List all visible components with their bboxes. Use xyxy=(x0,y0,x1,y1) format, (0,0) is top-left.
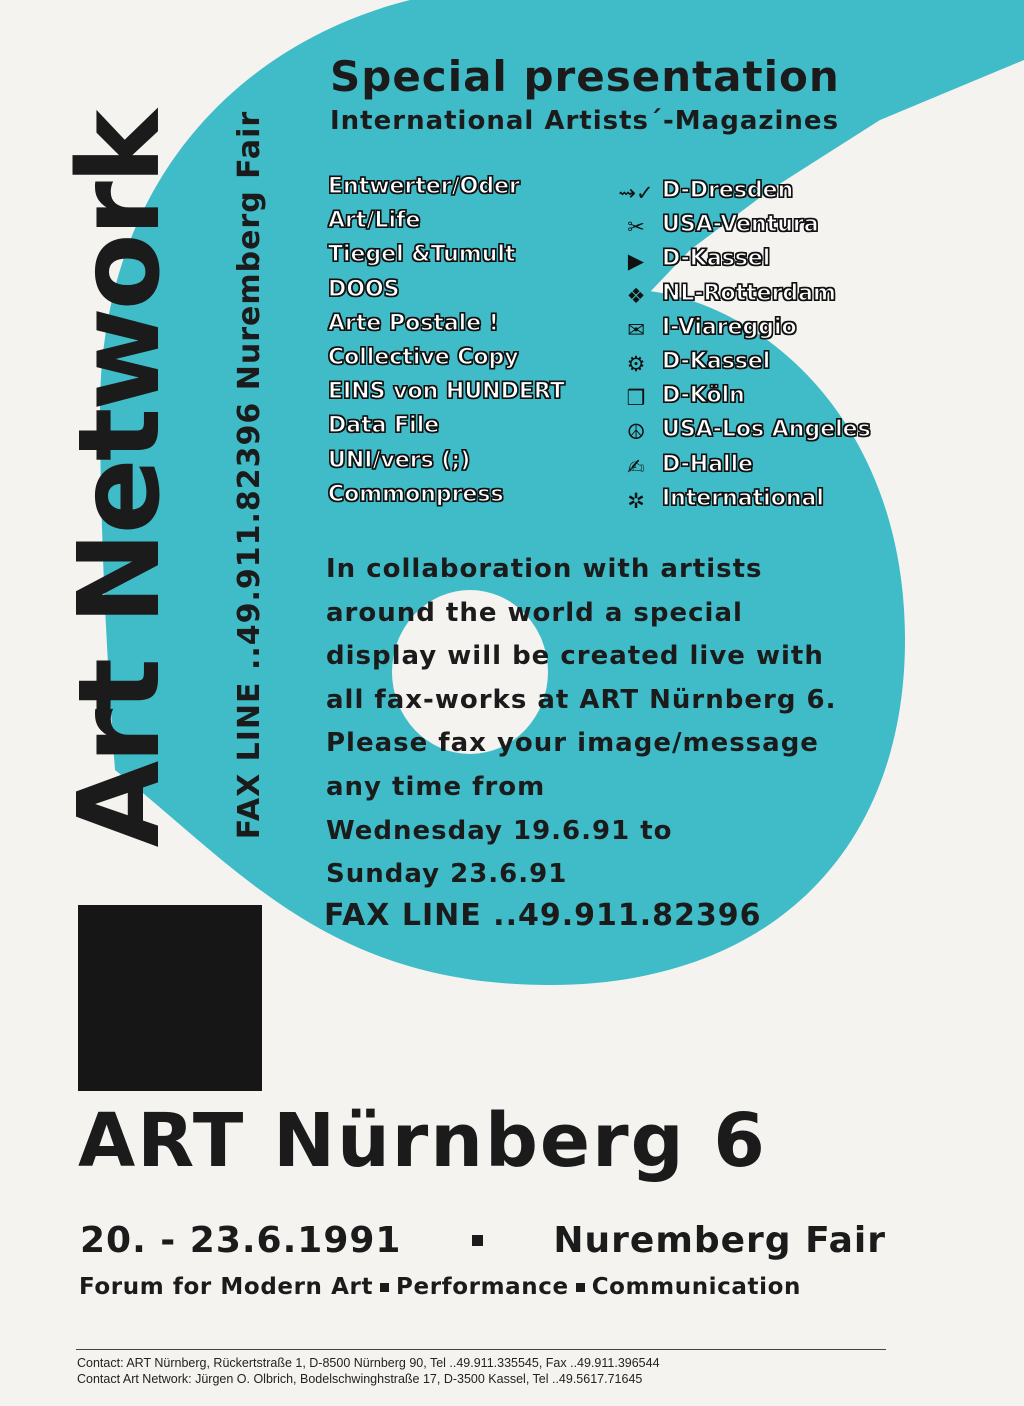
location-city: USA-Ventura xyxy=(662,212,819,238)
location-city: USA-Los Angeles xyxy=(662,417,871,443)
art-network-vertical-title: Art Network xyxy=(55,112,185,848)
footer-rule xyxy=(76,1349,886,1350)
writing-hand-icon: ✍ xyxy=(627,454,645,479)
page-subtitle: International Artists´-Magazines xyxy=(330,106,840,136)
location-item xyxy=(610,244,871,278)
circle-symbol-icon: ☮ xyxy=(626,420,646,445)
location-item xyxy=(610,381,871,415)
location-item xyxy=(610,210,871,244)
square-icon: ❒ xyxy=(626,386,646,411)
body-line: display will be created live with xyxy=(326,641,824,672)
gear-icon: ⚙ xyxy=(626,352,646,377)
event-date: 20. - 23.6.1991 xyxy=(80,1220,402,1261)
body-line: Please fax your image/message xyxy=(326,728,819,759)
forum-part: Performance xyxy=(396,1274,569,1300)
forum-part: Communication xyxy=(591,1274,801,1300)
scissors-icon: ✂ xyxy=(627,215,645,240)
location-city: D-Köln xyxy=(662,383,745,409)
magazine-item: Data File xyxy=(328,413,440,439)
location-city: D-Halle xyxy=(662,451,754,477)
magazine-item: Collective Copy xyxy=(328,344,519,370)
magazine-item: Art/Life xyxy=(328,208,421,234)
location-item xyxy=(610,450,871,484)
location-item xyxy=(610,347,871,381)
event-title: ART Nürnberg 6 xyxy=(78,1098,767,1184)
body-line: Wednesday 19.6.91 to xyxy=(326,815,673,846)
magazine-item: EINS von HUNDERT xyxy=(328,379,565,405)
location-item xyxy=(610,313,871,347)
envelope-icon: ✉ xyxy=(627,317,645,342)
vertical-fax-line: FAX LINE ..49.911.82396 Nuremberg Fair xyxy=(232,110,267,840)
magazine-item: Tiegel &Tumult xyxy=(328,242,516,268)
body-line: Sunday 23.6.91 xyxy=(326,859,568,890)
location-item xyxy=(610,176,871,210)
magazine-item: Arte Postale ! xyxy=(328,310,499,336)
forum-part: Forum for Modern Art xyxy=(79,1274,374,1300)
location-city: International xyxy=(662,485,824,511)
diamond-cluster-icon: ❖ xyxy=(626,283,646,308)
location-item xyxy=(610,415,871,449)
body-paragraph xyxy=(326,548,926,897)
body-fax-line: FAX LINE ..49.911.82396 xyxy=(324,898,762,933)
location-city: D-Kassel xyxy=(662,349,771,375)
magazine-item: DOOS xyxy=(328,276,400,302)
magazine-list xyxy=(328,176,565,518)
contact-line: Contact: ART Nürnberg, Rückertstraße 1, D-8500 Nürnberg 90, Tel ..49.911.335545, Fax ..49.911.396544 xyxy=(77,1356,660,1370)
arrow-check-icon: ⇝✓ xyxy=(618,181,654,206)
magazine-item: Entwerter/Oder xyxy=(328,174,520,199)
magazine-item: UNI/vers (;) xyxy=(328,447,471,473)
event-venue: Nuremberg Fair xyxy=(553,1220,886,1261)
location-item xyxy=(610,484,871,518)
location-item xyxy=(610,279,871,313)
location-city: D-Dresden xyxy=(662,178,794,204)
event-date-line xyxy=(80,1220,886,1261)
magazine-item: Commonpress xyxy=(328,481,504,507)
forum-line xyxy=(79,1274,801,1300)
triangle-icon: ▶ xyxy=(627,249,645,274)
body-line: all fax-works at ART Nürnberg 6. xyxy=(326,684,837,715)
location-city: NL-Rotterdam xyxy=(662,280,836,306)
location-city: D-Kassel xyxy=(662,246,771,272)
location-list xyxy=(610,176,871,518)
body-line: any time from xyxy=(326,771,546,802)
separator-square xyxy=(472,1235,483,1246)
contact-line: Contact Art Network: Jürgen O. Olbrich, Bodelschwinghstraße 17, D-3500 Kassel, Tel ..49.5617.71645 xyxy=(77,1372,643,1386)
separator-square xyxy=(576,1283,585,1292)
black-square-logo xyxy=(78,905,262,1091)
asterisk-icon: ✲ xyxy=(627,488,645,513)
page-title: Special presentation xyxy=(330,52,840,101)
location-city: I-Viareggio xyxy=(662,314,797,340)
body-line: In collaboration with artists xyxy=(326,554,763,584)
separator-square xyxy=(380,1283,389,1292)
body-line: around the world a special xyxy=(326,597,743,628)
